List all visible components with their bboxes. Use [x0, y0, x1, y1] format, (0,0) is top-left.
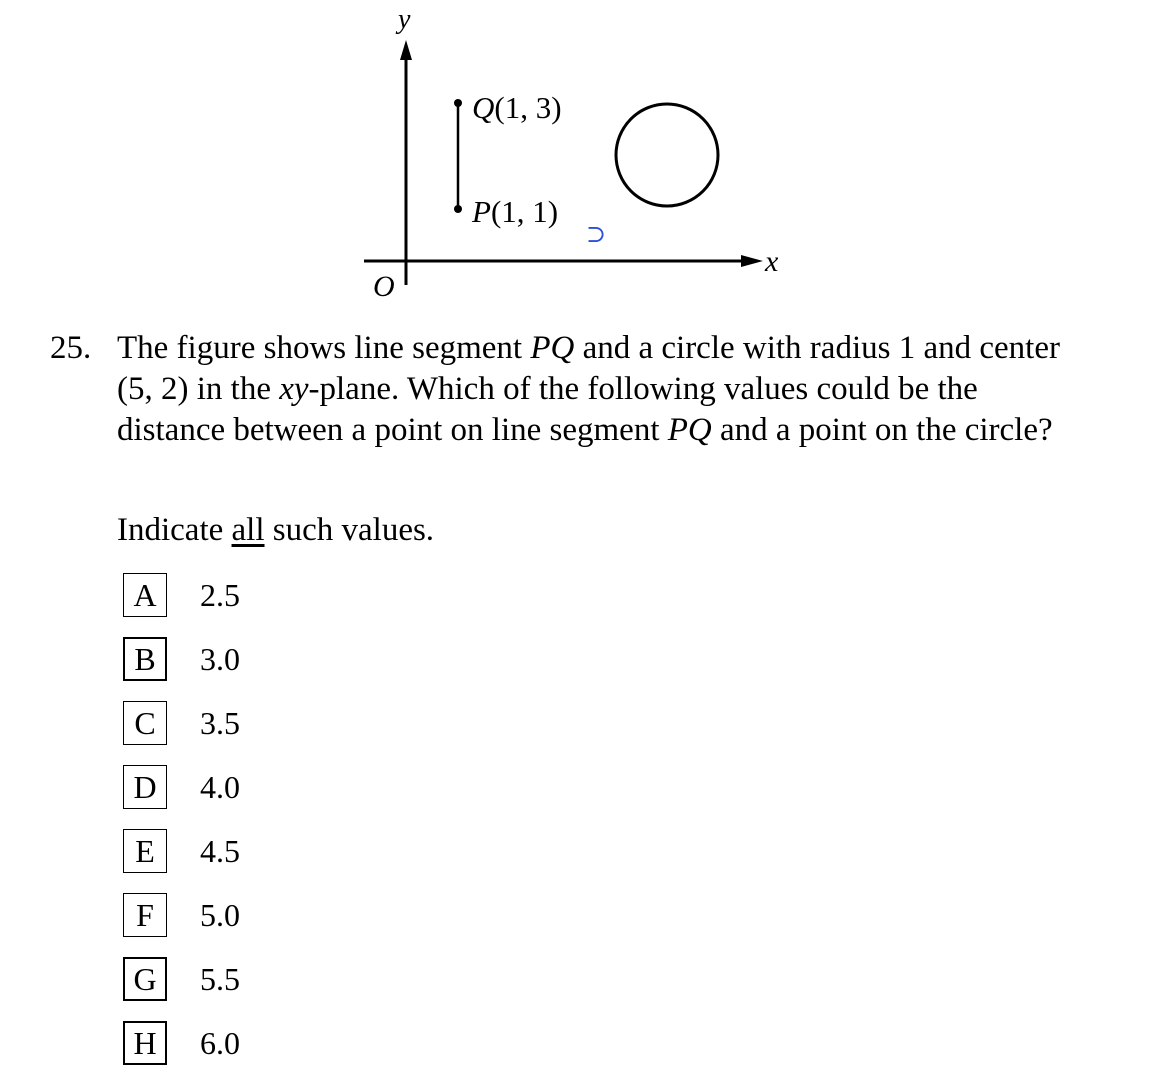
choice-value: 6.0 [200, 1024, 240, 1061]
choice-value: 5.0 [200, 896, 240, 933]
choice-d[interactable] [123, 763, 240, 811]
point-p [454, 205, 462, 213]
choice-checkbox[interactable]: E [123, 829, 167, 873]
question-number: 25. [50, 330, 92, 366]
origin-label: O [373, 270, 395, 303]
coordinate-figure [0, 0, 1154, 320]
choice-f[interactable] [123, 891, 240, 939]
choice-checkbox[interactable]: B [123, 637, 167, 681]
point-q-label: Q(1, 3) [472, 90, 562, 125]
choice-checkbox[interactable]: H [123, 1021, 167, 1065]
choice-c[interactable] [123, 699, 240, 747]
choice-checkbox[interactable]: G [123, 957, 167, 1001]
choice-b[interactable] [123, 635, 240, 683]
circle-shape [616, 104, 718, 206]
question-instruction: Indicate all such values. [117, 512, 435, 548]
choice-value: 4.0 [200, 768, 240, 805]
x-axis-arrow-icon [741, 255, 763, 267]
y-axis-label: y [398, 4, 411, 35]
choice-checkbox[interactable]: A [123, 573, 167, 617]
choice-value: 2.5 [200, 576, 240, 613]
question-stem: The figure shows line segment PQ and a circle with radius 1 and center (5, 2) in the xy-plane. Which of the following values could be the distance between a point on line segment PQ and a point on the circle? [117, 330, 1060, 448]
handwritten-mark: ⊃ [586, 222, 607, 248]
choice-value: 3.0 [200, 640, 240, 677]
choice-checkbox[interactable]: C [123, 701, 167, 745]
point-p-label: P(1, 1) [472, 194, 559, 229]
choice-value: 4.5 [200, 832, 240, 869]
choice-e[interactable] [123, 827, 240, 875]
choice-value: 5.5 [200, 960, 240, 997]
choice-a[interactable] [123, 571, 240, 619]
x-axis-label: x [765, 245, 779, 278]
choice-checkbox[interactable]: F [123, 893, 167, 937]
y-axis-arrow-icon [400, 40, 412, 60]
choice-g[interactable] [123, 955, 240, 1003]
choice-checkbox[interactable]: D [123, 765, 167, 809]
answer-choices [123, 571, 240, 1083]
point-q [454, 99, 462, 107]
choice-h[interactable] [123, 1019, 240, 1067]
choice-value: 3.5 [200, 704, 240, 741]
